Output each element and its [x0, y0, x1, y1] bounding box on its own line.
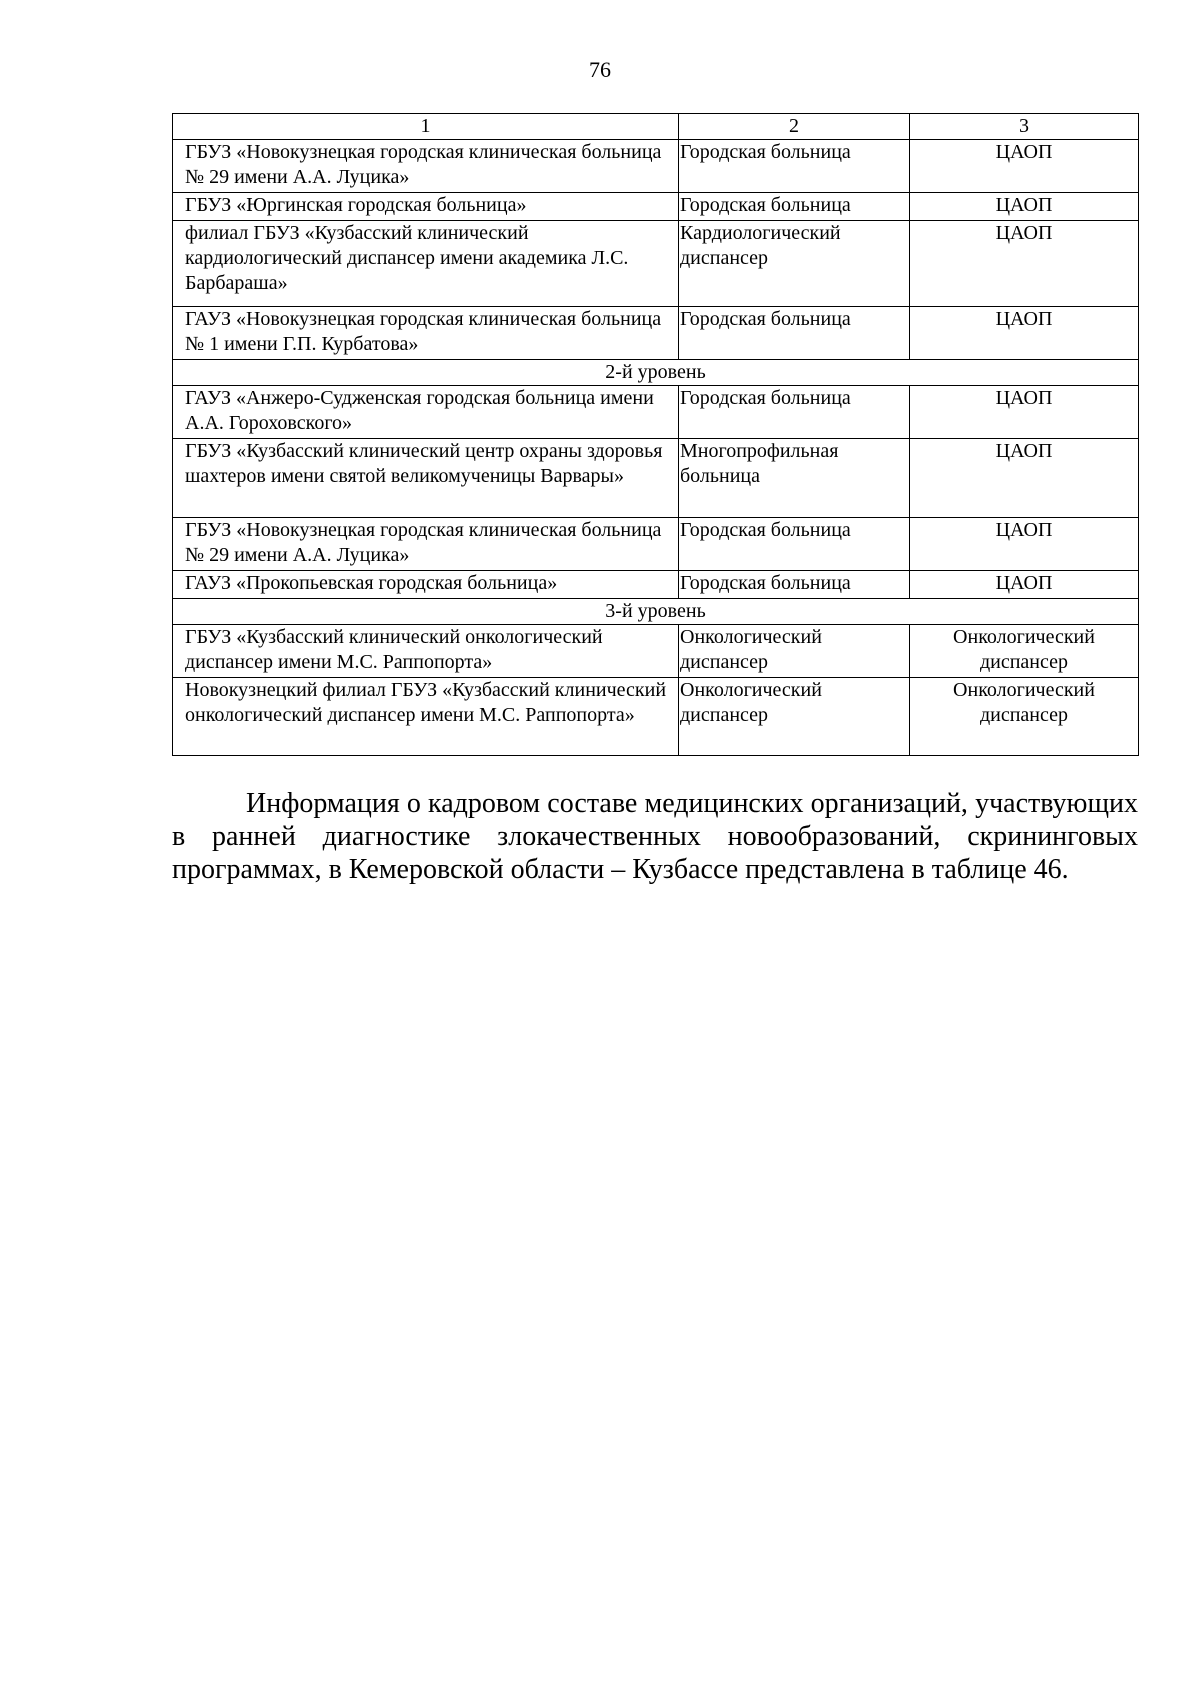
type-cell: Городская больница [679, 140, 910, 193]
role-cell: Онкологический диспансер [910, 678, 1139, 756]
role-cell: ЦАОП [910, 518, 1139, 571]
table-row [173, 221, 1139, 307]
table-row [173, 193, 1139, 221]
table-row [173, 307, 1139, 360]
type-cell: Кардиологический диспансер [679, 221, 910, 307]
table-row [173, 386, 1139, 439]
type-cell: Онкологический диспансер [679, 678, 910, 756]
type-cell: Городская больница [679, 307, 910, 360]
type-cell: Онкологический диспансер [679, 625, 910, 678]
role-cell: ЦАОП [910, 140, 1139, 193]
level-row [173, 599, 1139, 625]
table-row [173, 140, 1139, 193]
role-cell: ЦАОП [910, 221, 1139, 307]
table-row [173, 571, 1139, 599]
table-header-row [173, 114, 1139, 140]
role-cell: Онкологический диспансер [910, 625, 1139, 678]
org-cell: ГБУЗ «Кузбасский клинический онкологический диспансер имени М.С. Раппопорта» [173, 625, 679, 678]
org-cell: ГБУЗ «Новокузнецкая городская клиническая больница № 29 имени А.А. Луцика» [173, 518, 679, 571]
org-cell: ГАУЗ «Прокопьевская городская больница» [173, 571, 679, 599]
type-cell: Городская больница [679, 386, 910, 439]
table-row [173, 439, 1139, 518]
org-cell: Новокузнецкий филиал ГБУЗ «Кузбасский клинический онкологический диспансер имени М.С. Раппопорта» [173, 678, 679, 756]
role-cell: ЦАОП [910, 571, 1139, 599]
org-cell: ГБУЗ «Юргинская городская больница» [173, 193, 679, 221]
level-label: 2-й уровень [173, 360, 1139, 386]
level-label: 3-й уровень [173, 599, 1139, 625]
role-cell: ЦАОП [910, 307, 1139, 360]
type-cell: Городская больница [679, 193, 910, 221]
column-header: 3 [910, 114, 1139, 140]
paragraph-text: Информация о кадровом составе медицинских организаций, участвующих в ранней диагностике злокачественных новообразований, скрининговых программах, в Кемеровской области – Кузбассе представлена в таблице 46. [172, 788, 1138, 885]
org-cell: ГАУЗ «Новокузнецкая городская клиническая больница № 1 имени Г.П. Курбатова» [173, 307, 679, 360]
table-row [173, 518, 1139, 571]
type-cell: Городская больница [679, 571, 910, 599]
org-cell: филиал ГБУЗ «Кузбасский клинический кардиологический диспансер имени академика Л.С. Барбараша» [173, 221, 679, 307]
table-row [173, 625, 1139, 678]
medical-organizations-table [172, 113, 1139, 756]
org-cell: ГБУЗ «Кузбасский клинический центр охраны здоровья шахтеров имени святой великомученицы Варвары» [173, 439, 679, 518]
body-paragraph [172, 787, 1138, 886]
column-header: 1 [173, 114, 679, 140]
org-cell: ГБУЗ «Новокузнецкая городская клиническая больница № 29 имени А.А. Луцика» [173, 140, 679, 193]
type-cell: Многопрофильная больница [679, 439, 910, 518]
level-row [173, 360, 1139, 386]
role-cell: ЦАОП [910, 439, 1139, 518]
table-row [173, 678, 1139, 756]
org-cell: ГАУЗ «Анжеро-Судженская городская больница имени А.А. Гороховского» [173, 386, 679, 439]
type-cell: Городская больница [679, 518, 910, 571]
role-cell: ЦАОП [910, 193, 1139, 221]
page-number: 76 [589, 57, 611, 82]
column-header: 2 [679, 114, 910, 140]
role-cell: ЦАОП [910, 386, 1139, 439]
